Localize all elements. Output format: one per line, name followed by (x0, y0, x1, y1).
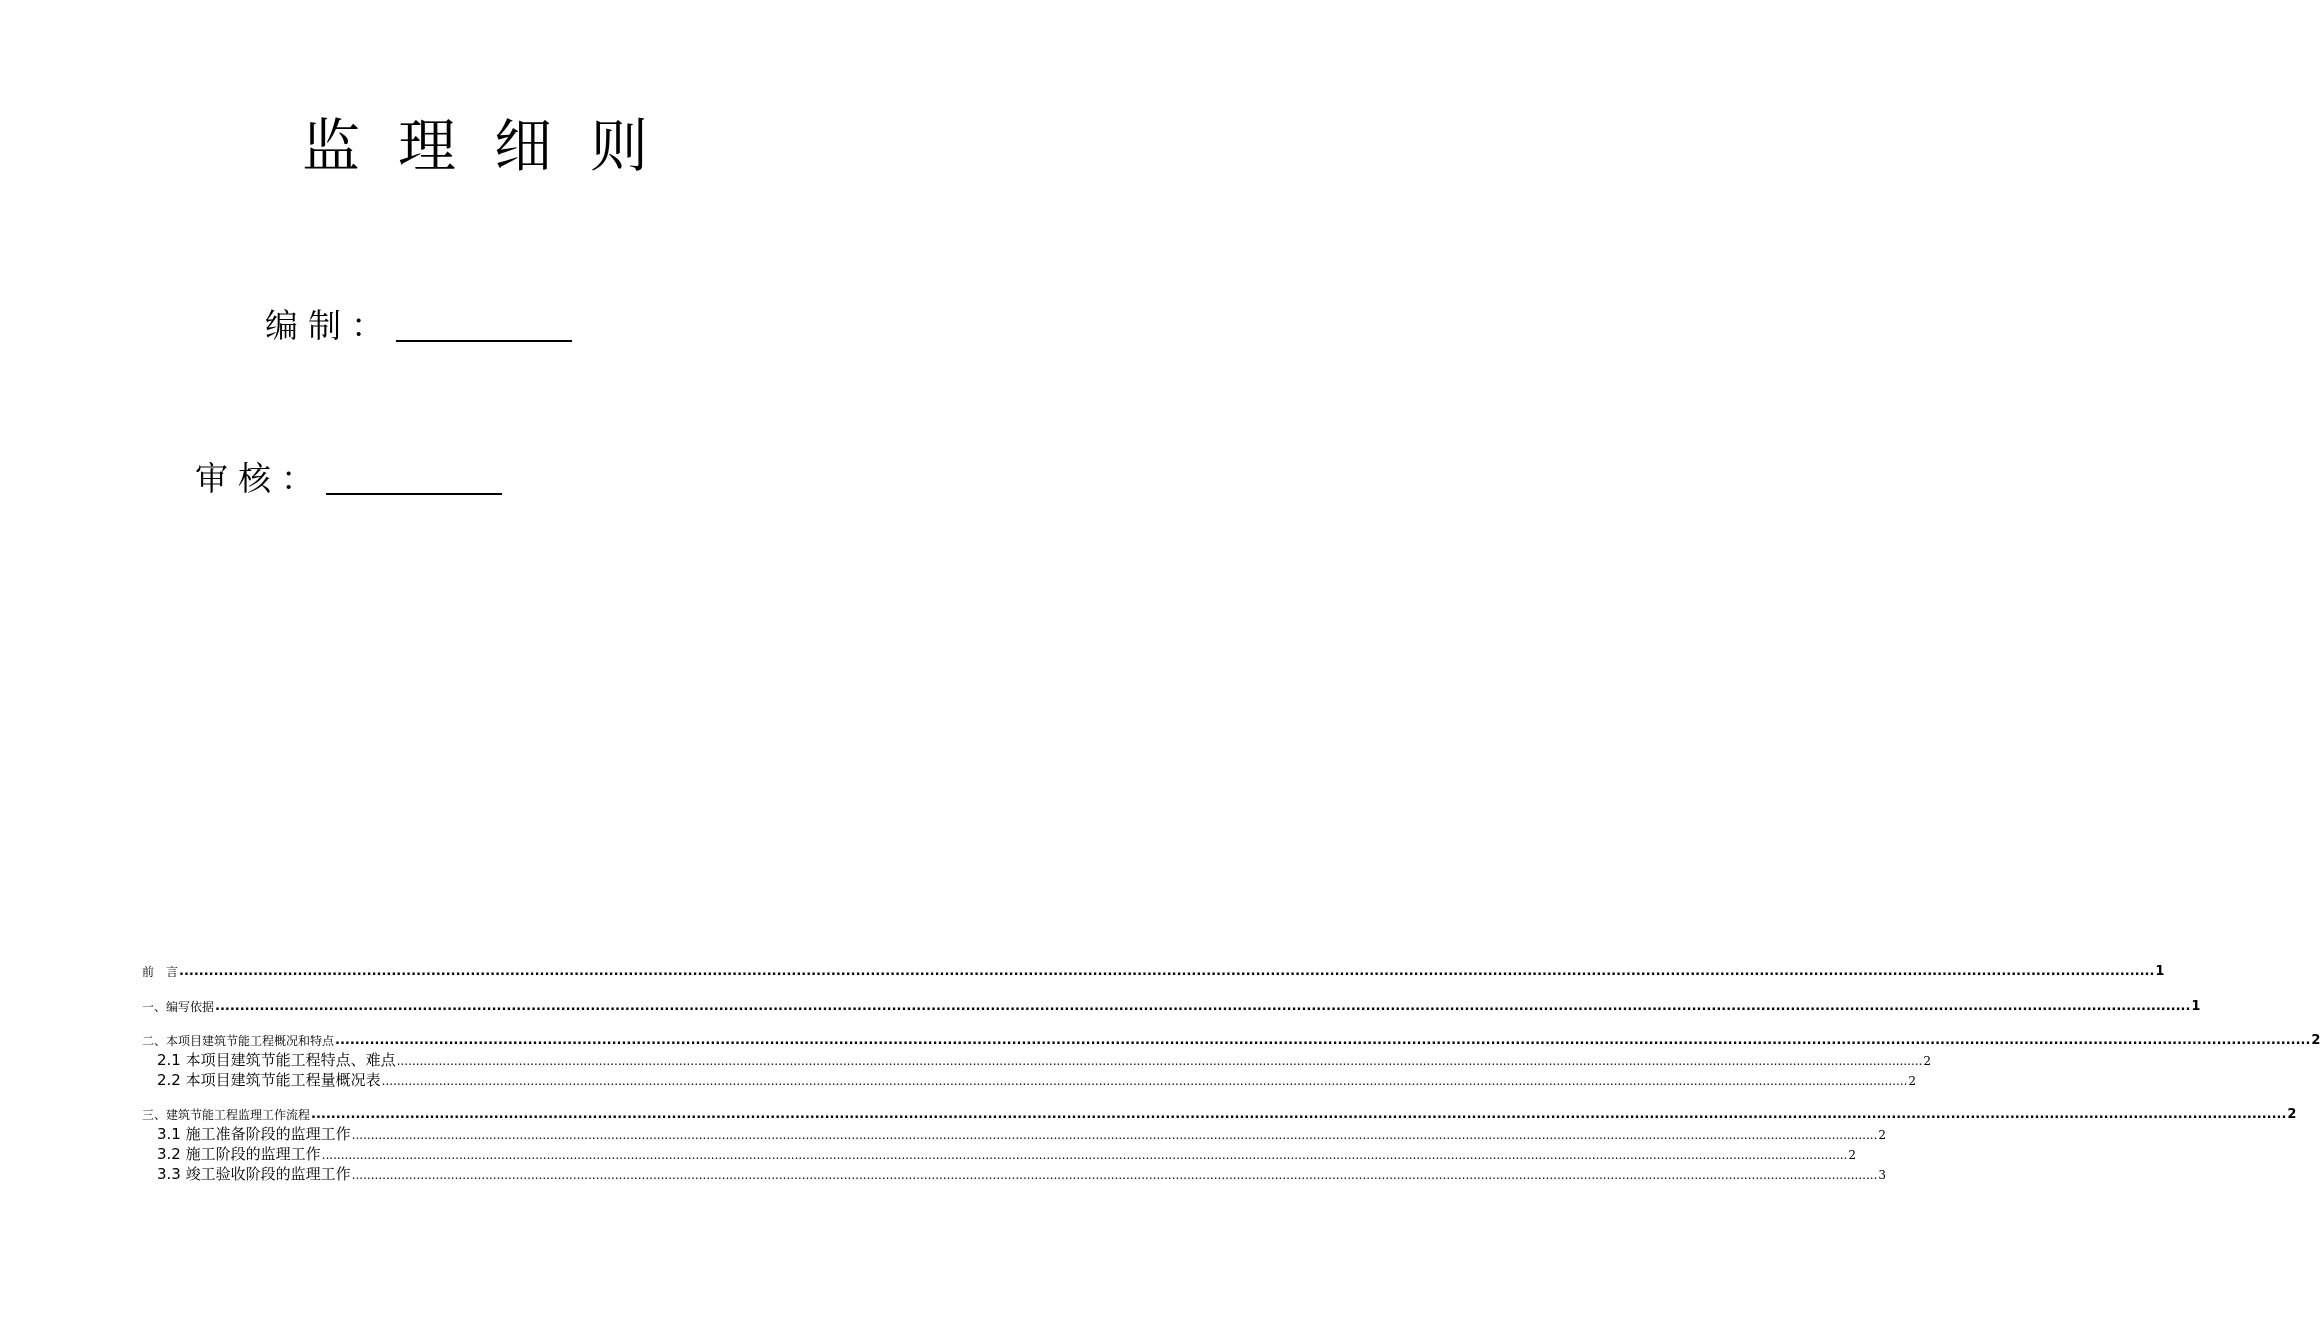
toc-entry-3-1[interactable] (157, 1125, 1887, 1144)
toc-entry-workflow[interactable] (142, 1107, 2297, 1123)
toc-page-number: 2 (1878, 1128, 1887, 1142)
toc-entry-label: 三、建筑节能工程监理工作流程 (142, 1108, 311, 1122)
toc-leader-dots: ................................................................................................................................................................................................................................................................................................................................................................................................................ (215, 999, 2191, 1014)
toc-entry-label: 前 言 (142, 965, 179, 979)
document-title: 监理细则 (301, 112, 686, 180)
toc-entry-label: 2.1 本项目建筑节能工程特点、难点 (157, 1051, 396, 1069)
toc-entry-label: 一、编写依据 (142, 1000, 215, 1014)
toc-entry-3-3[interactable] (157, 1165, 1887, 1184)
toc-entry-2-2[interactable] (157, 1071, 1917, 1090)
reviewer-signature-row (195, 457, 502, 501)
toc-leader-dots: ................................................................................................................................................................................................................................................................................................................................................................................................................ (351, 1128, 1878, 1142)
toc-page-number: 2 (1923, 1054, 1932, 1068)
toc-leader-dots: ................................................................................................................................................................................................................................................................................................................................................................................................................ (335, 1033, 2311, 1048)
toc-page-number: 2 (1908, 1074, 1917, 1088)
toc-entry-label: 3.3 竣工验收阶段的监理工作 (157, 1165, 351, 1183)
reviewer-label: 审核： (195, 459, 324, 498)
toc-leader-dots: ................................................................................................................................................................................................................................................................................................................................................................................................................ (321, 1148, 1848, 1162)
toc-entry-label: 二、本项目建筑节能工程概况和特点 (142, 1034, 335, 1048)
toc-page-number: 1 (2191, 999, 2201, 1014)
toc-entry-basis[interactable] (142, 999, 2201, 1015)
toc-leader-dots: ................................................................................................................................................................................................................................................................................................................................................................................................................ (179, 964, 2155, 979)
toc-page-number: 1 (2155, 964, 2165, 979)
editor-signature-row (265, 304, 572, 348)
toc-entry-label: 3.1 施工准备阶段的监理工作 (157, 1125, 351, 1143)
editor-label: 编制： (265, 306, 394, 345)
toc-entry-overview[interactable] (142, 1033, 2320, 1049)
toc-page-number: 2 (1848, 1148, 1857, 1162)
toc-entry-2-1[interactable] (157, 1051, 1932, 1070)
toc-entry-label: 2.2 本项目建筑节能工程量概况表 (157, 1071, 381, 1089)
reviewer-signature-line (326, 459, 502, 495)
toc-page-number: 2 (2287, 1107, 2297, 1122)
toc-entry-preface[interactable] (142, 964, 2165, 980)
toc-leader-dots: ................................................................................................................................................................................................................................................................................................................................................................................................................ (381, 1074, 1908, 1088)
toc-page-number: 2 (2311, 1033, 2320, 1048)
toc-leader-dots: ................................................................................................................................................................................................................................................................................................................................................................................................................ (311, 1107, 2287, 1122)
toc-entry-label: 3.2 施工阶段的监理工作 (157, 1145, 321, 1163)
toc-entry-3-2[interactable] (157, 1145, 1857, 1164)
toc-leader-dots: ................................................................................................................................................................................................................................................................................................................................................................................................................ (396, 1054, 1923, 1068)
toc-page-number: 3 (1878, 1168, 1887, 1182)
editor-signature-line (396, 306, 572, 342)
toc-leader-dots: ................................................................................................................................................................................................................................................................................................................................................................................................................ (351, 1168, 1878, 1182)
